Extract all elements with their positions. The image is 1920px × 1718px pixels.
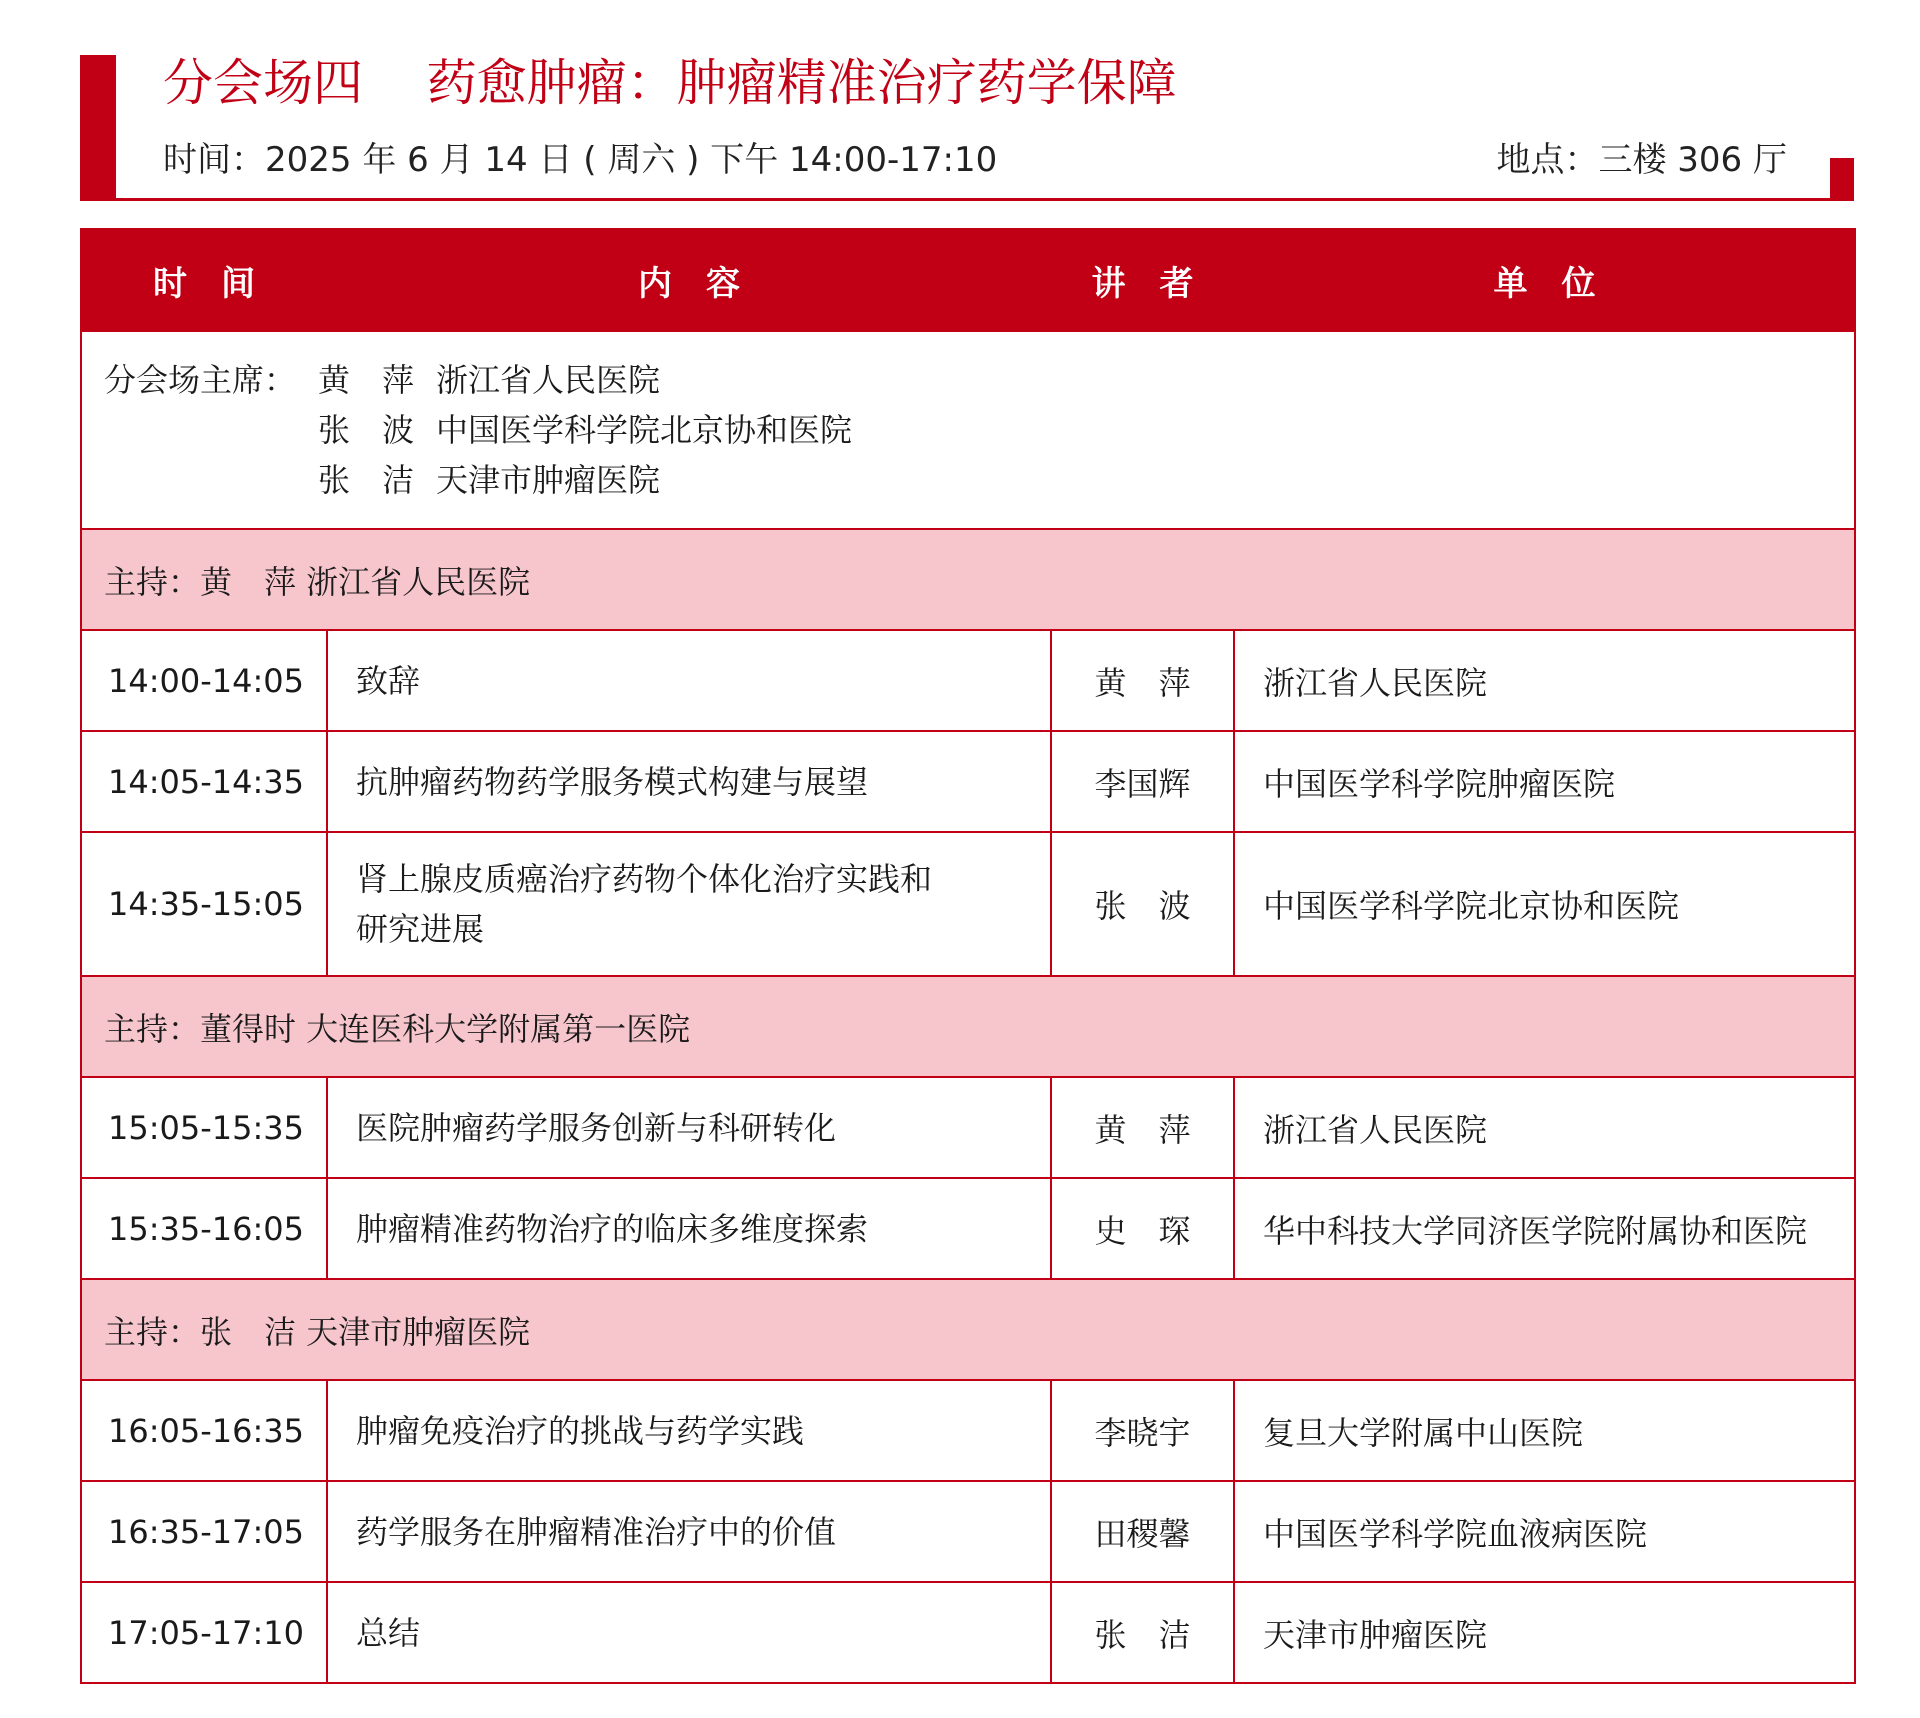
row-speaker: 史 琛 xyxy=(1051,1178,1234,1279)
table-row xyxy=(81,1481,1855,1582)
table-row xyxy=(81,1178,1855,1279)
chair-unit: 中国医学科学院北京协和医院 xyxy=(436,411,853,449)
chairs-cell xyxy=(81,331,1855,529)
host-row xyxy=(81,1279,1855,1380)
row-time: 17:05-17:10 xyxy=(81,1582,327,1683)
row-content: 药学服务在肿瘤精准治疗中的价值 xyxy=(327,1481,1051,1582)
row-content: 肿瘤免疫治疗的挑战与药学实践 xyxy=(327,1380,1051,1481)
chair-unit: 天津市肿瘤医院 xyxy=(436,461,661,499)
row-content: 致辞 xyxy=(327,630,1051,731)
table-row xyxy=(81,832,1855,976)
chair-name: 黄 萍 xyxy=(318,361,415,399)
host-row xyxy=(81,529,1855,630)
row-speaker: 张 波 xyxy=(1051,832,1234,976)
row-unit: 中国医学科学院北京协和医院 xyxy=(1234,832,1855,976)
row-unit: 中国医学科学院血液病医院 xyxy=(1234,1481,1855,1582)
row-time: 14:35-15:05 xyxy=(81,832,327,976)
host-cell: 主持：黄 萍 浙江省人民医院 xyxy=(81,529,1855,630)
row-speaker: 张 洁 xyxy=(1051,1582,1234,1683)
row-unit: 华中科技大学同济医学院附属协和医院 xyxy=(1234,1178,1855,1279)
host-cell: 主持：张 洁 天津市肿瘤医院 xyxy=(81,1279,1855,1380)
row-unit: 浙江省人民医院 xyxy=(1234,1077,1855,1178)
chairs-row xyxy=(81,331,1855,529)
row-time: 15:05-15:35 xyxy=(81,1077,327,1178)
table-row xyxy=(81,630,1855,731)
chair-item xyxy=(318,408,1854,452)
table-row xyxy=(81,1380,1855,1481)
row-time: 14:00-14:05 xyxy=(81,630,327,731)
chair-name: 张 洁 xyxy=(318,461,415,499)
header-accent-bar-left xyxy=(80,55,116,200)
row-unit: 复旦大学附属中山医院 xyxy=(1234,1380,1855,1481)
row-content: 肾上腺皮质癌治疗药物个体化治疗实践和 研究进展 xyxy=(327,832,1051,976)
header-speaker: 讲 者 xyxy=(1051,229,1234,331)
header-accent-bar-right xyxy=(1830,158,1854,200)
chairs-label: 分会场主席： xyxy=(104,361,297,399)
chair-unit: 浙江省人民医院 xyxy=(436,361,661,399)
table-row xyxy=(81,731,1855,832)
row-unit: 中国医学科学院肿瘤医院 xyxy=(1234,731,1855,832)
header-divider xyxy=(80,198,1854,201)
row-time: 14:05-14:35 xyxy=(81,731,327,832)
header-time: 时 间 xyxy=(81,229,327,331)
session-place: 地点：三楼 306 厅 xyxy=(1496,140,1787,180)
row-time: 16:05-16:35 xyxy=(81,1380,327,1481)
row-content: 总结 xyxy=(327,1582,1051,1683)
chair-name: 张 波 xyxy=(318,411,415,449)
row-content: 医院肿瘤药学服务创新与科研转化 xyxy=(327,1077,1051,1178)
host-cell: 主持：董得时 大连医科大学附属第一医院 xyxy=(81,976,1855,1077)
session-time: 时间：2025 年 6 月 14 日 ( 周六 ) 下午 14:00-17:10 xyxy=(163,140,998,180)
page-title: 分会场四 药愈肿瘤：肿瘤精准治疗药学保障 xyxy=(163,54,1177,112)
agenda-table xyxy=(80,228,1856,1684)
row-time: 15:35-16:05 xyxy=(81,1178,327,1279)
chair-item xyxy=(318,358,1854,402)
row-speaker: 李晓宇 xyxy=(1051,1380,1234,1481)
row-speaker: 田稷馨 xyxy=(1051,1481,1234,1582)
row-unit: 浙江省人民医院 xyxy=(1234,630,1855,731)
row-content: 肿瘤精准药物治疗的临床多维度探索 xyxy=(327,1178,1051,1279)
row-speaker: 李国辉 xyxy=(1051,731,1234,832)
header-unit: 单 位 xyxy=(1234,229,1855,331)
row-speaker: 黄 萍 xyxy=(1051,630,1234,731)
table-header-row xyxy=(81,229,1855,331)
row-time: 16:35-17:05 xyxy=(81,1481,327,1582)
chair-item xyxy=(318,458,1854,502)
header-content: 内 容 xyxy=(327,229,1051,331)
host-row xyxy=(81,976,1855,1077)
table-row xyxy=(81,1582,1855,1683)
row-unit: 天津市肿瘤医院 xyxy=(1234,1582,1855,1683)
row-content: 抗肿瘤药物药学服务模式构建与展望 xyxy=(327,731,1051,832)
table-row xyxy=(81,1077,1855,1178)
row-speaker: 黄 萍 xyxy=(1051,1077,1234,1178)
